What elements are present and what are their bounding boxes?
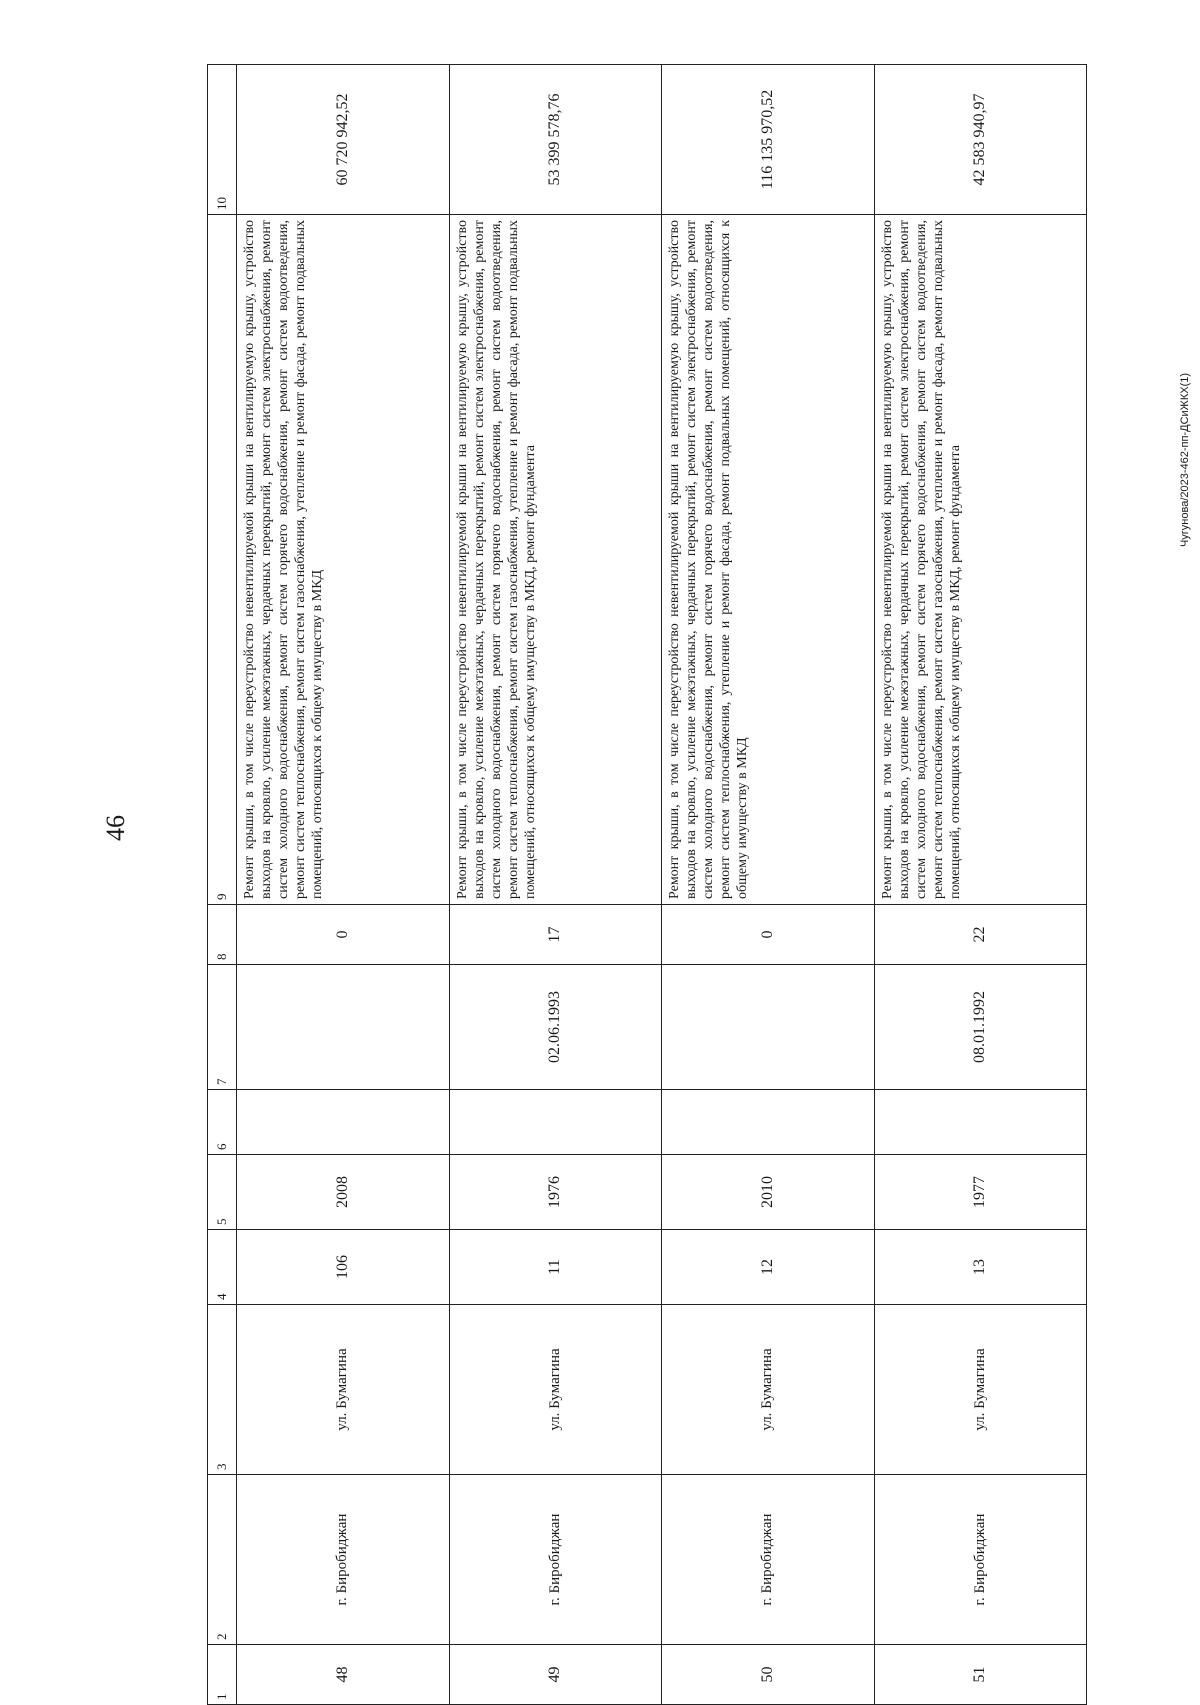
column-8-value: 0 bbox=[662, 905, 875, 965]
row-number: 48 bbox=[237, 1645, 450, 1705]
cost: 42 583 940,97 bbox=[874, 65, 1087, 215]
column-number: 10 bbox=[208, 65, 237, 215]
column-6-value bbox=[662, 1090, 875, 1155]
street: ул. Бумагина bbox=[237, 1305, 450, 1475]
column-6-value bbox=[874, 1090, 1087, 1155]
build-year: 2010 bbox=[662, 1155, 875, 1230]
house-number: 13 bbox=[874, 1230, 1087, 1305]
build-year: 1977 bbox=[874, 1155, 1087, 1230]
date bbox=[237, 965, 450, 1090]
column-number-row bbox=[208, 65, 237, 1705]
page-number: 46 bbox=[101, 815, 130, 841]
repair-program-table-wrapper bbox=[207, 65, 1087, 1705]
works-list: Ремонт крыши, в том числе переустройство невентилируемой крыши на вентилируемую крышу, устройство выходов на кровлю, усиление межэтажных, чердачных перекрытий, ремонт систем электроснабжения, ремонт систем холодного водоснабжения, ремонт систем горячего водоснабжения, ремонт систем водоотведения, ремонт систем теплоснабжения, утепление и ремонт фасада, ремонт подвальных помещений, относящихся к общему имуществу в МКД bbox=[662, 215, 875, 905]
column-number: 2 bbox=[208, 1475, 237, 1645]
city: г. Биробиджан bbox=[874, 1475, 1087, 1645]
table-row bbox=[237, 65, 450, 1705]
city: г. Биробиджан bbox=[662, 1475, 875, 1645]
document-code: Чугунова/2023-462-пп-ДСиЖКХ(1) bbox=[1179, 372, 1191, 548]
column-number: 6 bbox=[208, 1090, 237, 1155]
column-number: 4 bbox=[208, 1230, 237, 1305]
date bbox=[662, 965, 875, 1090]
row-number: 49 bbox=[449, 1645, 662, 1705]
column-number: 5 bbox=[208, 1155, 237, 1230]
column-8-value: 0 bbox=[237, 905, 450, 965]
column-6-value bbox=[449, 1090, 662, 1155]
column-number: 7 bbox=[208, 965, 237, 1090]
cost: 116 135 970,52 bbox=[662, 65, 875, 215]
street: ул. Бумагина bbox=[449, 1305, 662, 1475]
column-6-value bbox=[237, 1090, 450, 1155]
table-row bbox=[874, 65, 1087, 1705]
date: 02.06.1993 bbox=[449, 965, 662, 1090]
house-number: 106 bbox=[237, 1230, 450, 1305]
works-list: Ремонт крыши, в том числе переустройство невентилируемой крыши на вентилируемую крышу, устройство выходов на кровлю, усиление межэтажных, чердачных перекрытий, ремонт систем электроснабжения, ремонт систем холодного водоснабжения, ремонт систем горячего водоснабжения, ремонт систем водоотведения, ремонт систем теплоснабжения, ремонт систем газоснабжения, утепление и ремонт фасада, ремонт подвальных помещений, относящихся к общему имуществу в МКД bbox=[237, 215, 450, 905]
column-number: 1 bbox=[208, 1645, 237, 1705]
table-row bbox=[449, 65, 662, 1705]
row-number: 51 bbox=[874, 1645, 1087, 1705]
cost: 53 399 578,76 bbox=[449, 65, 662, 215]
date: 08.01.1992 bbox=[874, 965, 1087, 1090]
street: ул. Бумагина bbox=[662, 1305, 875, 1475]
column-8-value: 22 bbox=[874, 905, 1087, 965]
city: г. Биробиджан bbox=[237, 1475, 450, 1645]
table-row bbox=[662, 65, 875, 1705]
repair-program-table bbox=[207, 64, 1087, 1705]
column-8-value: 17 bbox=[449, 905, 662, 965]
build-year: 1976 bbox=[449, 1155, 662, 1230]
column-number: 9 bbox=[208, 215, 237, 905]
column-number: 8 bbox=[208, 905, 237, 965]
cost: 60 720 942,52 bbox=[237, 65, 450, 215]
house-number: 11 bbox=[449, 1230, 662, 1305]
column-number: 3 bbox=[208, 1305, 237, 1475]
city: г. Биробиджан bbox=[449, 1475, 662, 1645]
works-list: Ремонт крыши, в том числе переустройство невентилируемой крыши на вентилируемую крышу, устройство выходов на кровлю, усиление межэтажных, чердачных перекрытий, ремонт систем электроснабжения, ремонт систем холодного водоснабжения, ремонт систем горячего водоснабжения, ремонт систем водоотведения, ремонт систем теплоснабжения, ремонт систем газоснабжения, утепление и ремонт фасада, ремонт подвальных помещений, относящихся к общему имуществу в МКД, ремонт фундамента bbox=[449, 215, 662, 905]
build-year: 2008 bbox=[237, 1155, 450, 1230]
works-list: Ремонт крыши, в том числе переустройство невентилируемой крыши на вентилируемую крышу, устройство выходов на кровлю, усиление межэтажных, чердачных перекрытий, ремонт систем электроснабжения, ремонт систем холодного водоснабжения, ремонт систем горячего водоснабжения, ремонт систем водоотведения, ремонт систем теплоснабжения, ремонт систем газоснабжения, утепление и ремонт фасада, ремонт подвальных помещений, относящихся к общему имуществу в МКД, ремонт фундамента bbox=[874, 215, 1087, 905]
row-number: 50 bbox=[662, 1645, 875, 1705]
house-number: 12 bbox=[662, 1230, 875, 1305]
street: ул. Бумагина bbox=[874, 1305, 1087, 1475]
